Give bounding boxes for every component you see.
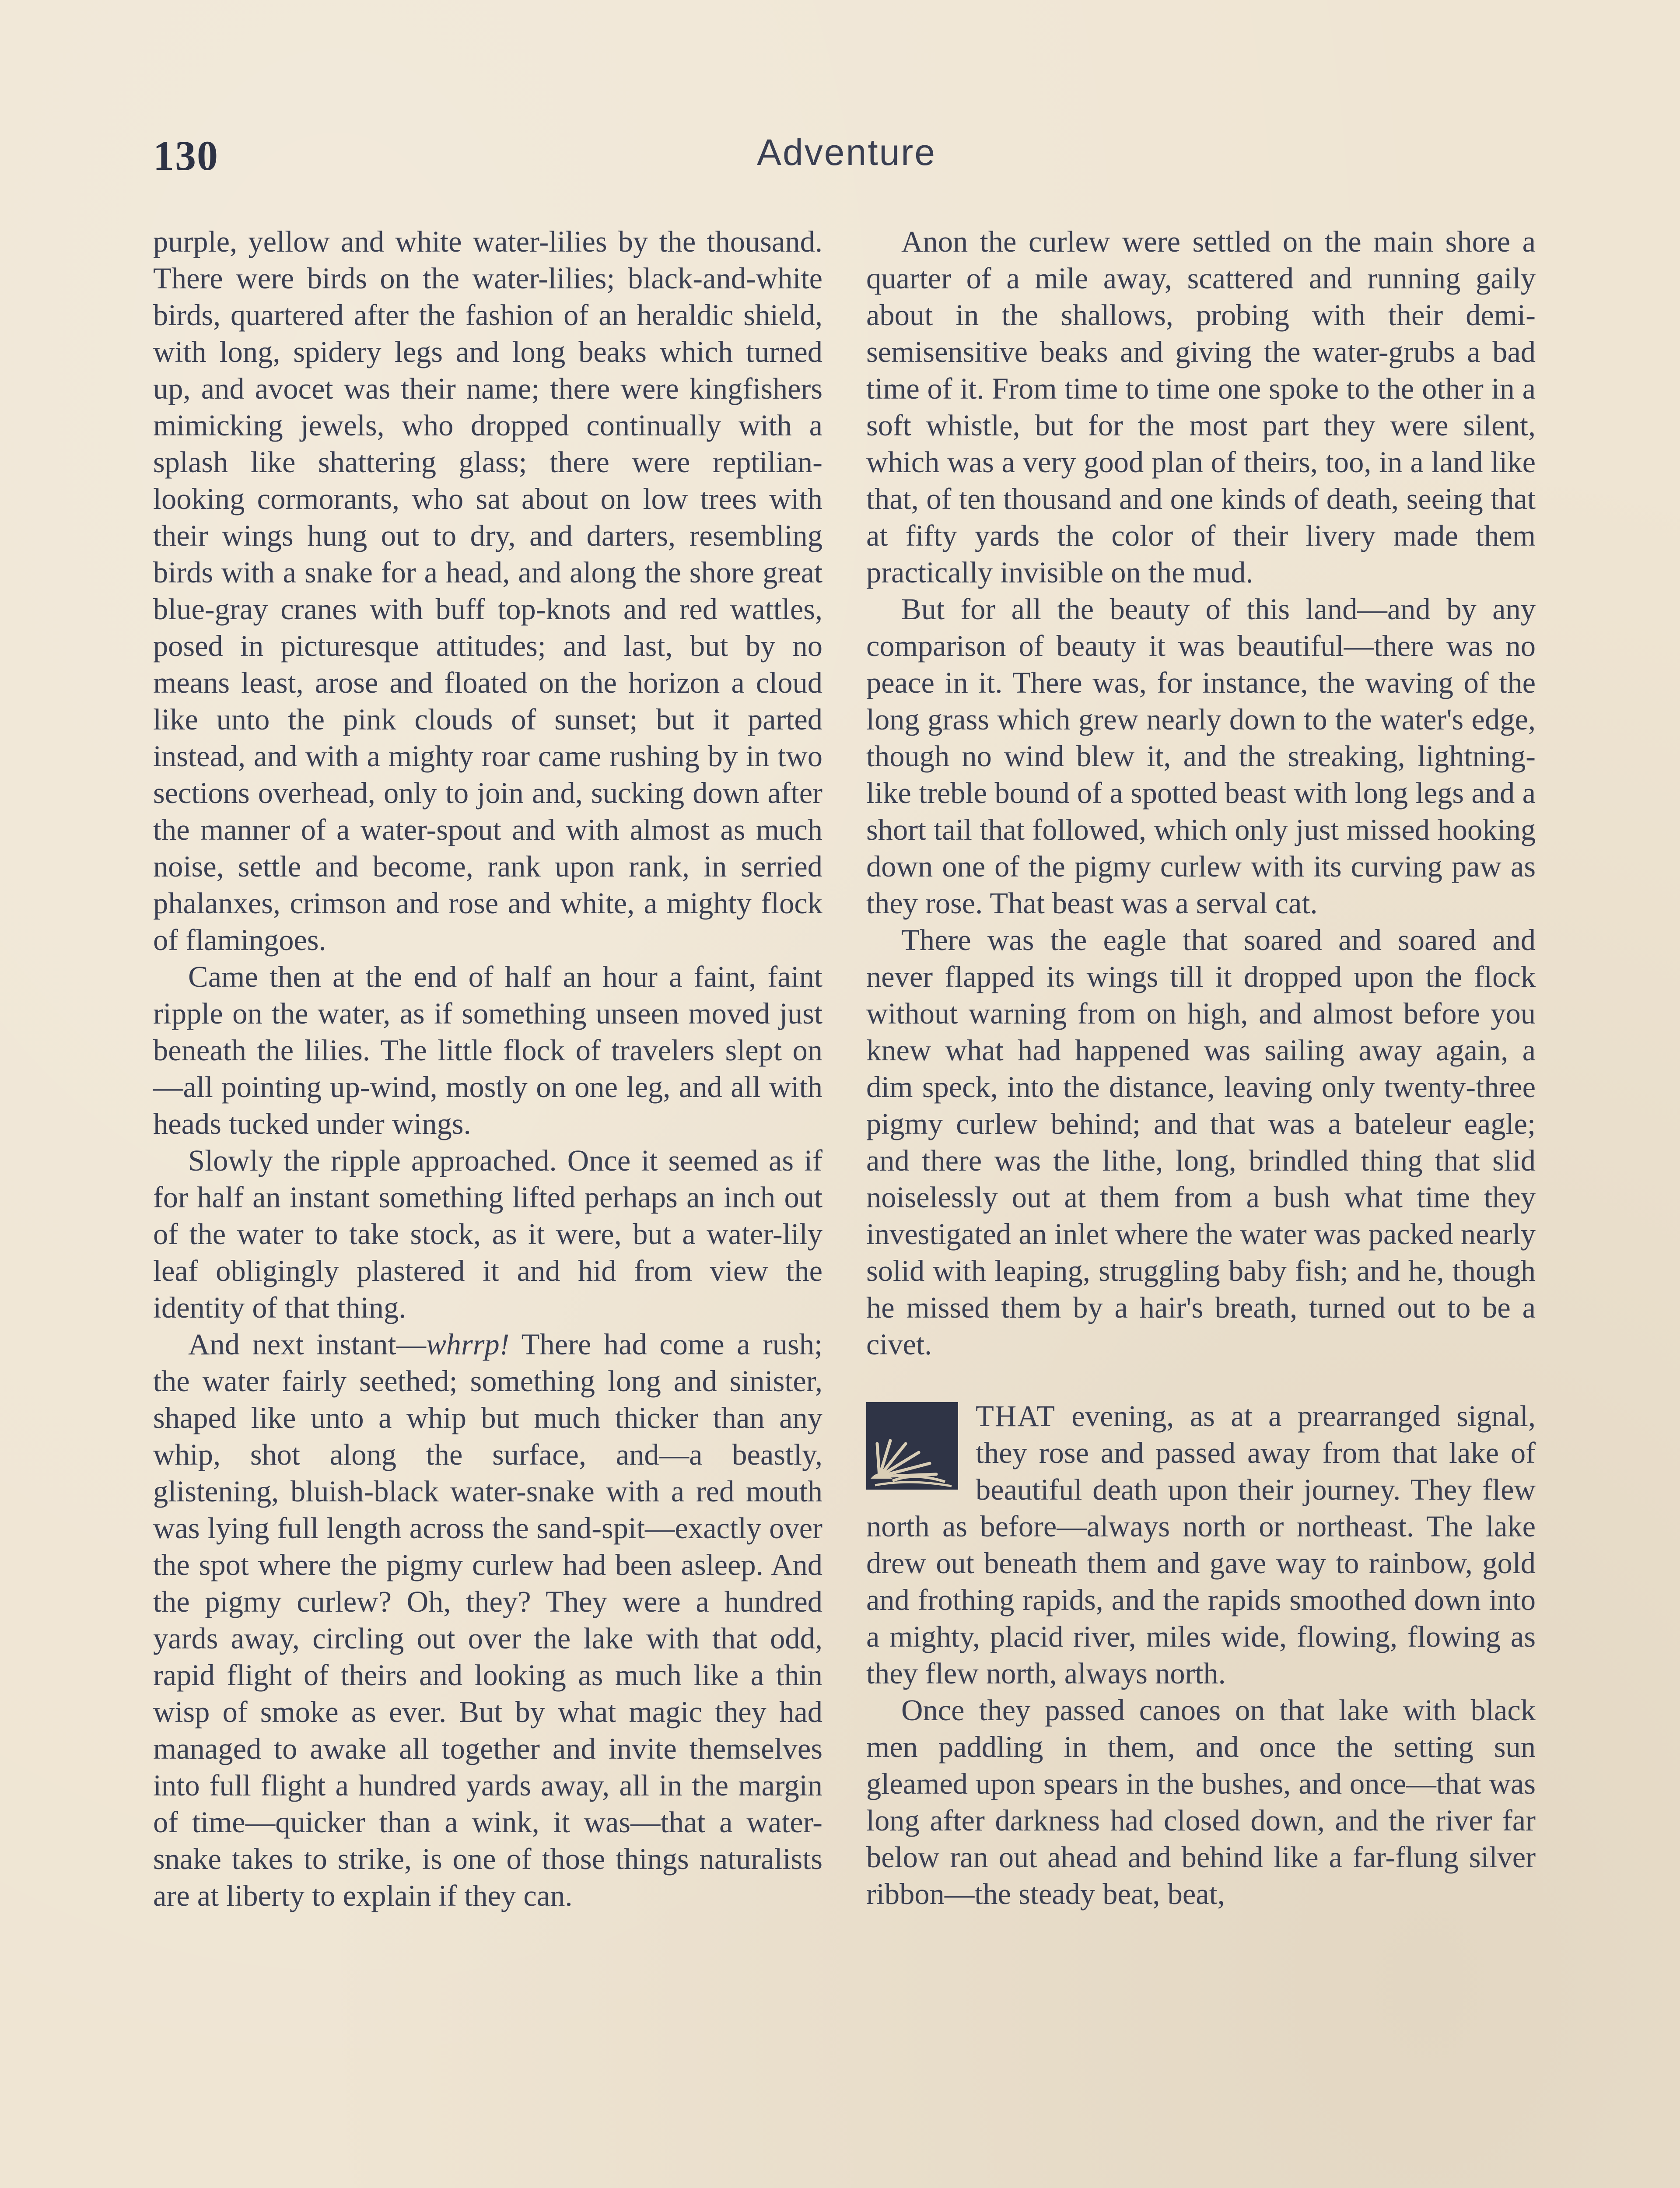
lead-word: THAT xyxy=(976,1399,1056,1433)
section-break xyxy=(866,1363,1536,1398)
paragraph: But for all the beauty of this land—and by any comparison of beauty it was beautiful—there was no peace in it. There was, for instance, the waving of the long grass which grew nearly down to the water's edge, though no wind blew it, and the streaking, lightning-like treble bound of a spotted beast with long legs and a short tail that followed, which only just missed hooking down one of the pigmy curlew with its curving paw as they rose. That beast was a serval cat. xyxy=(866,593,1536,920)
sunburst-ornament-icon xyxy=(866,1402,958,1490)
paragraph: Once they passed canoes on that lake with black men paddling in them, and once the setting sun gleamed upon spears in the bushes, and once—that was long after darkness had closed down, and the river far below ran out ahead and behind like a far-flung silver ribbon—the steady beat, beat, xyxy=(866,1694,1536,1911)
paragraph: purple, yellow and white water-lilies by the thousand. There were birds on the water-lilies; black-and-white birds, quartered after the fashion of an heraldic shield, with long, spidery legs and long beaks which turned up, and avocet was their name; there were kingfishers mimicking jewels, who dropped continually with a splash like shattering glass; there were reptilian-looking cormorants, who sat about on low trees with their wings hung out to dry, and darters, resembling birds with a snake for a head, and along the shore great blue-gray cranes with buff top-knots and red wattles, posed in picturesque attitudes; and last, but by no means least, arose and floated on the horizon a cloud like unto the pink clouds of sunset; but it parted instead, and with a mighty roar came rushing by in two sections overhead, only to join and, sucking down after the manner of a water-spout and with almost as much noise, settle and become, rank upon rank, in serried phalanxes, crimson and rose and white, a mighty flock of flamingoes. xyxy=(153,225,822,957)
paragraph xyxy=(153,1326,822,1914)
paragraph xyxy=(866,1398,1536,1692)
right-column xyxy=(866,223,1536,1912)
page-number: 130 xyxy=(153,132,219,179)
onomatopoeia: whrrp! xyxy=(426,1328,510,1361)
left-column xyxy=(153,223,822,1914)
paragraph-text: There had come a rush; the water fairly seethed; something long and sinister, shaped like unto a whip but much thicker than any whip, shot along the surface, and—a beastly, glistening, bluish-black water-snake with a red mouth was lying full length across the sand-spit—exactly over the spot where the pigmy curlew had been asleep. And the pigmy curlew? Oh, they? They were a hundred yards away, circling out over the lake with that odd, rapid flight of theirs and looking as much like a thin wisp of smoke as ever. But by what magic they had managed to awake all together and invite themselves into full flight a hundred yards away, all in the margin of time—quicker than a wink, it was—that a water-snake takes to strike, is one of those things naturalists are at liberty to explain if they can. xyxy=(153,1328,822,1912)
running-title: Adventure xyxy=(757,132,936,173)
page-header xyxy=(153,131,1540,188)
paragraph: Slowly the ripple approached. Once it seemed as if for half an instant something lifted perhaps an inch out of the water to take stock, as it were, but a water-lily leaf obligingly plastered it and hid from view the identity of that thing. xyxy=(153,1144,822,1324)
paragraph-text: evening, as at a prearranged signal, they rose and passed away from that lake of beautiful death upon their journey. They flew north as before—always north or northeast. The lake drew out beneath them and gave way to rainbow, gold and frothing rapids, and the rapids smoothed down into a mighty, placid river, miles wide, flowing, flowing as they flew north, always north. xyxy=(866,1399,1536,1690)
paragraph: Anon the curlew were settled on the main shore a quarter of a mile away, scattered and running gaily about in the shallows, probing with their demi-semisensitive beaks and giving the water-grubs a bad time of it. From time to time one spoke to the other in a soft whistle, but for the most part they were silent, which was a very good plan of theirs, too, in a land like that, of ten thousand and one kinds of death, seeing that at fifty yards the color of their livery made them practically invisible on the mud. xyxy=(866,225,1536,589)
paragraph: Came then at the end of half an hour a faint, faint ripple on the water, as if something unseen moved just beneath the lilies. The little flock of travelers slept on—all pointing up-wind, mostly on one leg, and all with heads tucked under wings. xyxy=(153,960,822,1140)
paragraph: There was the eagle that soared and soared and never flapped its wings till it dropped upon the flock without warning from on high, and almost before you knew what had happened was sailing away again, a dim speck, into the distance, leaving only twenty-three pigmy curlew behind; and that was a bateleur eagle; and there was the lithe, long, brindled thing that slid noiselessly out at them from a bush what time they investigated an inlet where the water was packed nearly solid with leaping, struggling baby fish; and he, though he missed them by a hair's breath, turned out to be a civet. xyxy=(866,923,1536,1361)
paragraph-text: And next instant— xyxy=(188,1328,427,1361)
